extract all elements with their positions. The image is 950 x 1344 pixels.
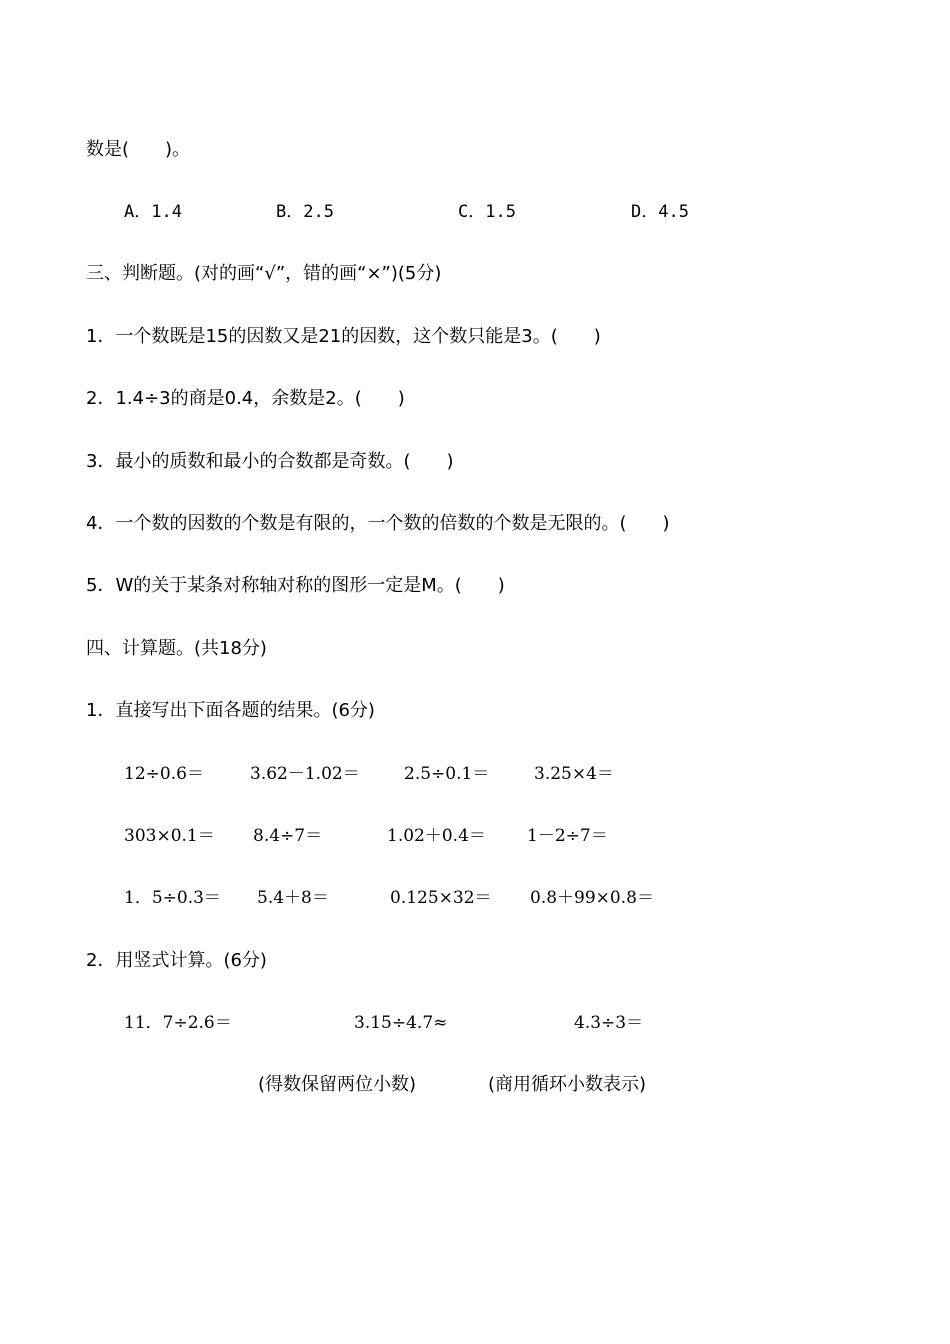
note-two-decimals: (得数保留两位小数) — [258, 1074, 417, 1095]
section4-title: 四、计算题。(共18分) — [86, 638, 267, 659]
q2-title: 2．用竖式计算。(6分) — [86, 950, 267, 971]
calc-item: 3.25×4＝ — [534, 764, 614, 784]
judge-item-2: 2．1.4÷3的商是0.4，余数是2。( ) — [86, 388, 405, 409]
calc-item: 1．5÷0.3＝ — [124, 888, 221, 908]
option-c: C．1.5 — [458, 202, 516, 222]
section3-title: 三、判断题。(对的画“√”，错的画“×”)(5分) — [86, 263, 442, 284]
judge-item-1: 1．一个数既是15的因数又是21的因数，这个数只能是3。( ) — [86, 326, 601, 347]
calc-item: 8.4÷7＝ — [253, 826, 323, 846]
option-d: D．4.5 — [631, 202, 689, 222]
calc-item: 2.5÷0.1＝ — [404, 764, 490, 784]
calc-item: 303×0.1＝ — [124, 826, 215, 846]
calc-item: 0.125×32＝ — [390, 888, 492, 908]
calc-item: 1－2÷7＝ — [527, 826, 608, 846]
calc-item: 5.4＋8＝ — [257, 888, 329, 908]
calc-item: 0.8＋99×0.8＝ — [530, 888, 654, 908]
vertical-calc-item: 11．7÷2.6＝ — [124, 1013, 232, 1033]
judge-item-4: 4．一个数的因数的个数是有限的，一个数的倍数的个数是无限的。( ) — [86, 513, 670, 534]
vertical-calc-item: 3.15÷4.7≈ — [354, 1013, 448, 1033]
calc-item: 3.62－1.02＝ — [250, 764, 360, 784]
calc-item: 1.02＋0.4＝ — [387, 826, 486, 846]
option-a: A．1.4 — [124, 202, 182, 222]
q1-title: 1．直接写出下面各题的结果。(6分) — [86, 700, 375, 721]
judge-item-5: 5．W的关于某条对称轴对称的图形一定是M。( ) — [86, 575, 505, 596]
note-repeating-decimal: (商用循环小数表示) — [488, 1074, 647, 1095]
vertical-calc-item: 4.3÷3＝ — [574, 1013, 644, 1033]
question-continuation: 数是( )。 — [86, 139, 191, 160]
option-b: B．2.5 — [276, 202, 334, 222]
calc-item: 12÷0.6＝ — [124, 764, 204, 784]
judge-item-3: 3．最小的质数和最小的合数都是奇数。( ) — [86, 451, 454, 472]
